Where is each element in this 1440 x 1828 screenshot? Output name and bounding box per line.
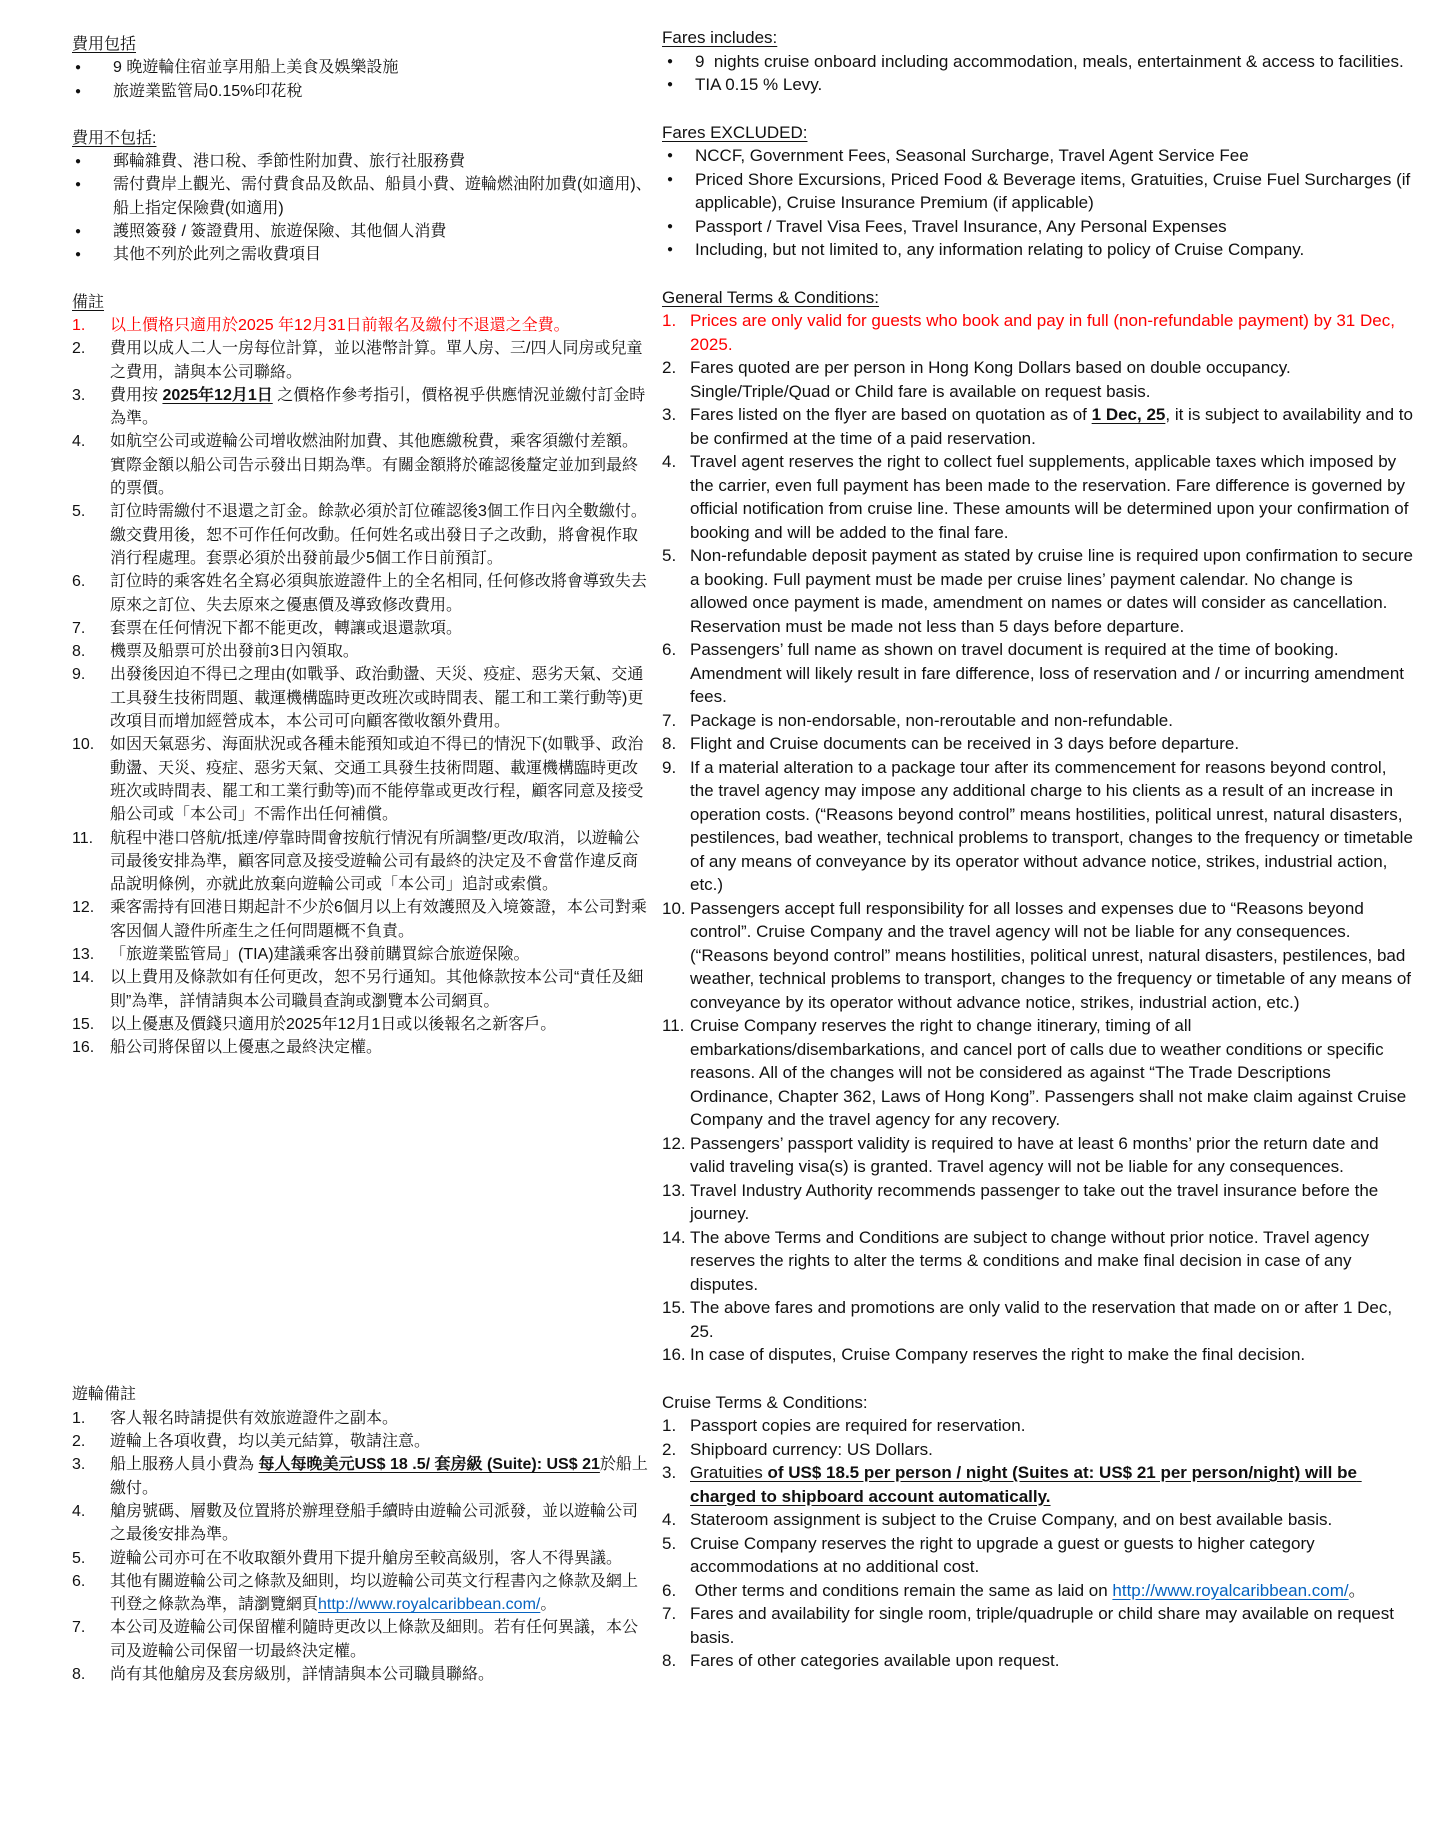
numbered-item xyxy=(662,1602,1414,1649)
bullet-icon: ● xyxy=(75,156,82,168)
text-segment: , it is subject to availability and to be confirmed at the time of a paid reservation. xyxy=(690,405,1418,448)
item-number: 11. xyxy=(662,1016,685,1035)
cruise-notes-list-zh xyxy=(72,1407,652,1687)
bullet-icon: ● xyxy=(667,173,674,185)
bullet-item xyxy=(662,168,1414,215)
text-segment: Prices are only valid for guests who book and pay in full (non-refundable payment) by 31 Dec, 2025. xyxy=(690,311,1400,354)
fares-excluded-section-zh xyxy=(72,127,652,267)
text-segment: 本公司及遊輪公司保留權利隨時更改以上條款及細則。若有任何異議，本公司及遊輪公司保留一切最終決定權。 xyxy=(110,1619,639,1660)
item-number: 16. xyxy=(662,1345,686,1364)
fares-include-list-zh xyxy=(72,56,652,103)
text-segment: Flight and Cruise documents can be received in 3 days before departure. xyxy=(690,734,1240,753)
bullet-icon: ● xyxy=(667,220,674,232)
numbered-item xyxy=(72,617,652,640)
item-text xyxy=(110,943,652,966)
bullet-item xyxy=(72,243,652,266)
item-text xyxy=(690,709,1414,733)
text-segment: 2025年12月1日 xyxy=(162,386,273,404)
item-text xyxy=(113,173,652,220)
item-text xyxy=(110,966,652,1013)
item-number: 3. xyxy=(662,1463,677,1482)
cruise-notes-heading-zh: 遊輪備註 xyxy=(72,1386,137,1404)
item-number: 13. xyxy=(662,1180,686,1200)
item-text xyxy=(110,1663,652,1686)
numbered-item xyxy=(662,1461,1414,1508)
text-segment: The above Terms and Conditions are subject to change without prior notice. Travel agency reserves the rights to alter the terms & conditions and make final decision in case of any disputes. xyxy=(690,1227,1374,1294)
bullet-icon: ● xyxy=(667,79,674,90)
column-whitespace xyxy=(72,1083,652,1383)
text-segment: 如航空公司或遊輪公司增收燃油附加費、其他應繳稅費，乘客須繳付差額。實際金額以船公司告示發出日期為準。有關金額將於確認後釐定並加到最終的票價。 xyxy=(110,433,639,498)
bullet-item xyxy=(72,150,652,173)
numbered-item xyxy=(72,1570,652,1617)
fares-excluded-section-en xyxy=(662,121,1414,262)
text-segment: Passport / Travel Visa Fees, Travel Insurance, Any Personal Expenses xyxy=(695,216,1227,236)
general-terms-heading: General Terms & Conditions: xyxy=(662,287,880,307)
bullet-icon: ● xyxy=(75,85,82,97)
item-number: 2. xyxy=(72,1433,86,1451)
item-text xyxy=(110,1407,652,1430)
text-segment: 其他有關遊輪公司之條款及細則，均以遊輪公司英文行程書內之條款及網上刊登之條款為準，請瀏覽網頁 xyxy=(110,1572,639,1614)
fares-include-section-en xyxy=(662,26,1414,97)
item-number: 4. xyxy=(72,1502,86,1520)
numbered-item xyxy=(72,337,652,384)
bullet-item xyxy=(662,238,1414,262)
item-text xyxy=(690,756,1418,897)
bullet-item xyxy=(72,220,652,243)
item-number: 1. xyxy=(662,1416,677,1435)
text-segment: Fares and availability for single room, triple/quadruple or child share may available on request basis. xyxy=(690,1604,1399,1647)
item-text xyxy=(110,1570,652,1617)
numbered-item xyxy=(662,1343,1414,1367)
item-text xyxy=(690,1414,1414,1438)
item-text xyxy=(695,50,1414,74)
item-text xyxy=(110,896,652,943)
numbered-item xyxy=(72,733,652,826)
text-segment: Travel Industry Authority recommends passenger to take out the travel insurance before the journey. xyxy=(690,1180,1383,1223)
item-text xyxy=(110,1013,652,1036)
bullet-item xyxy=(662,215,1414,239)
item-number: 2. xyxy=(72,340,86,358)
text-segment: Fares listed on the flyer are based on quotation as of xyxy=(690,405,1092,424)
item-number: 7. xyxy=(72,619,86,637)
item-text xyxy=(110,733,652,826)
numbered-item xyxy=(662,1579,1414,1603)
item-number: 4. xyxy=(662,1510,677,1529)
item-number: 9. xyxy=(662,757,677,777)
numbered-item xyxy=(662,1438,1414,1462)
english-column xyxy=(662,0,1418,1697)
text-segment: 遊輪上各項收費，均以美元結算，敬請注意。 xyxy=(110,1433,431,1451)
text-segment: 乘客需持有回港日期起計不少於6個月以上有效護照及入境簽證，本公司對乘客因個人證件所產生之任何問題概不負責。 xyxy=(110,899,647,940)
text-segment: Fares quoted are per person in Hong Kong Dollars based on double occupancy. Single/Triple/Quad or Child fare is available on request basis. xyxy=(690,358,1296,401)
item-number: 11. xyxy=(72,829,94,847)
text-segment: 之價格作參考指引，價格視乎供應情況並繳付訂金時為準。 xyxy=(110,386,646,428)
item-number: 16. xyxy=(72,1039,95,1057)
item-number: 8. xyxy=(72,643,86,661)
numbered-item xyxy=(662,638,1414,709)
item-text xyxy=(690,1461,1414,1508)
text-segment: 船上服務人員小費為 xyxy=(110,1456,259,1474)
item-text xyxy=(110,570,652,617)
item-number: 3. xyxy=(662,405,677,424)
text-segment: 。 xyxy=(1348,1580,1366,1600)
numbered-item xyxy=(72,1663,652,1686)
item-text xyxy=(690,1179,1414,1226)
item-text xyxy=(690,897,1414,1015)
item-number: 8. xyxy=(662,734,677,753)
text-segment: Cruise Company reserves the right to change itinerary, timing of all embarkations/disembarkations, and cancel port of calls due to weather conditions or specific reasons. All of the changes will not be considered as against “The Trade Descriptions Ordinance, Chapter 362, Laws of Hong Kong”. Passengers shall not make claim against Cruise Company and the travel agency for any recovery. xyxy=(690,1016,1412,1129)
numbered-item xyxy=(72,1430,652,1453)
item-text xyxy=(110,617,652,640)
numbered-item xyxy=(72,570,652,617)
item-number: 9. xyxy=(72,666,86,684)
item-text xyxy=(690,1014,1414,1132)
numbered-item xyxy=(662,1414,1414,1438)
item-text xyxy=(690,732,1414,756)
item-number: 5. xyxy=(72,503,86,521)
item-text xyxy=(690,638,1414,709)
item-text xyxy=(110,827,652,897)
item-text xyxy=(690,1132,1414,1179)
numbered-item xyxy=(72,943,652,966)
numbered-item xyxy=(662,709,1414,733)
cruise-terms-heading: Cruise Terms & Conditions: xyxy=(662,1392,868,1412)
bullet-icon: ● xyxy=(667,150,674,161)
item-number: 4. xyxy=(662,452,677,471)
text-segment: Fares of other categories available upon request. xyxy=(690,1651,1060,1670)
fares-excluded-list-zh xyxy=(72,150,652,266)
item-number: 1. xyxy=(72,1409,86,1427)
item-text xyxy=(110,1547,652,1570)
bullet-icon: ● xyxy=(75,179,82,191)
item-text xyxy=(690,356,1414,403)
item-number: 1. xyxy=(662,311,677,330)
item-number: 15. xyxy=(662,1298,686,1317)
item-number: 7. xyxy=(662,710,677,730)
text-segment: 9 晚遊輪住宿並享用船上美食及娛樂設施 xyxy=(113,59,399,77)
text-segment: Shipboard currency: US Dollars. xyxy=(690,1439,933,1459)
numbered-item xyxy=(662,309,1414,356)
item-text xyxy=(695,144,1414,168)
numbered-item xyxy=(662,403,1418,450)
item-text xyxy=(110,314,652,337)
text-segment: 航程中港口啓航/抵達/停靠時間會按航行情況有所調整/更改/取消，以遊輪公司最後安排為準，顧客同意及接受遊輪公司有最終的決定及不會當作違反商品說明條例，亦就此放棄向遊輪公司或「本公司」追討或索償。 xyxy=(110,829,640,894)
item-number: 6. xyxy=(662,640,677,659)
item-number: 8. xyxy=(662,1651,677,1670)
text-segment: Passport copies are required for reservation. xyxy=(690,1416,1026,1435)
text-segment: 艙房號碼、層數及位置將於辦理登船手續時由遊輪公司派發，並以遊輪公司之最後安排為準。 xyxy=(110,1502,639,1544)
item-text xyxy=(113,150,652,173)
numbered-item xyxy=(72,640,652,663)
text-segment: Cruise Company reserves the right to upgrade a guest or guests to higher category accommodations at no additional cost. xyxy=(690,1533,1320,1576)
text-segment: 尚有其他艙房及套房級別，詳情請與本公司職員聯絡。 xyxy=(110,1666,495,1684)
item-text xyxy=(110,1036,652,1059)
item-text xyxy=(690,450,1414,544)
fares-include-section-zh xyxy=(72,33,652,103)
item-text xyxy=(695,215,1414,239)
item-number: 2. xyxy=(662,358,677,377)
external-link[interactable]: http://www.royalcaribbean.com/ xyxy=(1112,1580,1349,1600)
text-segment: 訂位時需繳付不退還之訂金。餘款必須於訂位確認後3個工作日內全數繳付。繳交費用後，恕不可作任何改動。任何姓名或出發日子之改動，將會視作取消行程處理。套票必須於出發前最少5個工作日前預訂。 xyxy=(110,503,647,567)
numbered-item xyxy=(662,897,1414,1015)
item-number: 3. xyxy=(72,1456,86,1474)
bullet-item xyxy=(72,173,652,220)
cruise-terms-section xyxy=(662,1391,1414,1673)
bullet-icon: ● xyxy=(75,62,82,74)
item-text xyxy=(690,1602,1414,1649)
text-segment: 於船上繳付。 xyxy=(110,1456,648,1497)
text-segment: 套票在任何情況下都不能更改，轉讓或退還款項。 xyxy=(110,619,463,637)
item-text xyxy=(695,238,1414,262)
numbered-item xyxy=(72,966,652,1013)
text-segment: 旅遊業監管局0.15%印花稅 xyxy=(113,82,303,100)
text-segment: 郵輪雜費、港口稅、季節性附加費、旅行社服務費 xyxy=(113,153,466,171)
item-number: 5. xyxy=(72,1549,86,1567)
item-number: 6. xyxy=(72,1572,86,1590)
numbered-item xyxy=(662,1226,1414,1297)
text-segment: NCCF, Government Fees, Seasonal Surcharge, Travel Agent Service Fee xyxy=(695,146,1249,165)
numbered-item xyxy=(72,1453,652,1500)
item-text xyxy=(695,73,1414,97)
notes-section-zh xyxy=(72,291,652,1060)
text-segment: 費用以成人二人一房每位計算，並以港幣計算。單人房、三/四人同房或兒童之費用，請與本公司聯絡。 xyxy=(110,340,643,381)
text-segment: 每人每晚美元US$ 18 .5/ 套房級 (Suite): US$ 21 xyxy=(258,1456,600,1474)
text-segment: Non-refundable deposit payment as stated by cruise line is required upon confirmation to secure a booking. Full payment must be made per cruise lines’ payment calendar. No change is allowed once payment is made, amendment on names or dates will consider as cancellation. Reservation must be made not less than 5 days before departure. xyxy=(690,546,1418,636)
numbered-item xyxy=(662,450,1414,544)
numbered-item xyxy=(662,1179,1414,1226)
item-number: 4. xyxy=(72,433,86,451)
text-segment: 以上價格只適用於2025 年12月31日前報名及繳付不退還之全費。 xyxy=(110,316,570,334)
bullet-item xyxy=(72,56,652,79)
item-text xyxy=(110,500,652,570)
item-text xyxy=(110,1430,652,1453)
item-text xyxy=(695,168,1414,215)
text-segment: 護照簽發 / 簽證費用、旅遊保險、其他個人消費 xyxy=(113,223,447,241)
item-text xyxy=(110,663,652,733)
numbered-item xyxy=(72,896,652,943)
numbered-item xyxy=(662,1014,1414,1132)
item-text xyxy=(690,403,1418,450)
item-text xyxy=(690,1649,1414,1673)
item-text xyxy=(690,1438,1414,1462)
numbered-item xyxy=(72,314,652,337)
fares-include-list-en xyxy=(662,50,1414,97)
item-number: 7. xyxy=(662,1604,677,1623)
item-number: 14. xyxy=(72,969,95,987)
numbered-item xyxy=(662,756,1418,897)
text-segment: Priced Shore Excursions, Priced Food & Beverage items, Gratuities, Cruise Fuel Surcharges (if applicable), Cruise Insurance Premium (if applicable) xyxy=(695,169,1415,212)
text-segment: TIA 0.15 % Levy. xyxy=(695,75,823,94)
text-segment: 出發後因迫不得已之理由(如戰爭、政治動盪、天災、疫症、惡劣天氣、交通工具發生技術問題、載運機構臨時更改班次或時間表、罷工和工業行動等)更改項目而增加經營成本，本公司可向顧客徵收額外費用。 xyxy=(110,666,644,731)
text-segment: 客人報名時請提供有效旅遊證件之副本。 xyxy=(110,1409,399,1427)
numbered-item xyxy=(662,1508,1414,1532)
text-segment: Travel agent reserves the right to collect fuel supplements, applicable taxes which imposed by the carrier, even full payment has been made to the reservation. Fare difference is governed by official notification from cruise line. These amounts will be determined upon your confirmation of booking and will be added to the final fare. xyxy=(690,452,1414,542)
fares-include-heading-en: Fares includes: xyxy=(662,28,778,47)
text-segment: Stateroom assignment is subject to the Cruise Company, and on best available basis. xyxy=(690,1510,1333,1529)
item-number: 7. xyxy=(72,1619,86,1637)
notes-list-zh xyxy=(72,314,652,1060)
bullet-icon: ● xyxy=(75,249,82,261)
numbered-item xyxy=(72,1500,652,1547)
bullet-item xyxy=(662,50,1414,74)
text-segment: 9 nights cruise onboard including accommodation, meals, entertainment & access to facilities. xyxy=(695,51,1404,71)
bullet-item xyxy=(662,144,1414,168)
item-number: 2. xyxy=(662,1439,677,1459)
item-number: 13. xyxy=(72,945,95,963)
numbered-item xyxy=(72,384,652,431)
cruise-terms-list xyxy=(662,1414,1414,1673)
bullet-item xyxy=(662,73,1414,97)
text-segment: Passengers’ full name as shown on travel document is required at the time of booking. Amendment will likely result in fare difference, loss of reservation and / or incurring amendment fees. xyxy=(690,640,1409,706)
item-number: 6. xyxy=(662,1580,677,1600)
text-segment: 「旅遊業監管局」(TIA)建議乘客出發前購買綜合旅遊保險。 xyxy=(110,945,530,963)
item-text xyxy=(690,1296,1414,1343)
item-number: 3. xyxy=(72,386,86,404)
numbered-item xyxy=(662,1296,1414,1343)
general-terms-section xyxy=(662,286,1418,1367)
cruise-notes-section-zh xyxy=(72,1383,652,1686)
item-number: 12. xyxy=(662,1133,686,1153)
external-link[interactable]: http://www.royalcaribbean.com/ xyxy=(318,1596,541,1614)
item-number: 5. xyxy=(662,1533,677,1553)
item-text xyxy=(110,1453,652,1500)
item-number: 14. xyxy=(662,1227,686,1247)
text-segment: Package is non-endorsable, non-reroutable and non-refundable. xyxy=(690,710,1173,730)
item-text xyxy=(113,243,652,266)
item-text xyxy=(690,1226,1414,1297)
item-text xyxy=(110,1616,652,1663)
fares-include-heading-zh: 費用包括 xyxy=(72,36,137,53)
text-segment: 如因天氣惡劣、海面狀況或各種未能預知或迫不得已的情況下(如戰爭、政治動盪、天災、疫症、惡劣天氣、交通工具發生技術問題、載運機構臨時更改班次或時間表、罷工和工業行動等)而不能停靠或更改行程，顧客同意及接受船公司或「本公司」不需作出任何補償。 xyxy=(110,736,644,824)
numbered-item xyxy=(72,1547,652,1570)
item-text xyxy=(110,640,652,663)
item-text xyxy=(690,544,1418,638)
numbered-item xyxy=(72,430,652,500)
item-text xyxy=(690,309,1414,356)
text-segment: 其他不列於此列之需收費項目 xyxy=(113,246,322,264)
numbered-item xyxy=(72,663,652,733)
text-segment: 船公司將保留以上優惠之最終決定權。 xyxy=(110,1039,383,1057)
item-number: 1. xyxy=(72,316,86,334)
text-segment: 1 Dec, 25 xyxy=(1091,405,1166,424)
numbered-item xyxy=(72,500,652,570)
text-segment: Passengers accept full responsibility for all losses and expenses due to “Reasons beyond control”. Cruise Company and the travel agency will not be liable for any consequences. (“Reasons beyond control” means hostilities, political unrest, natural disasters, pestilences, bad weather, technical problems to transport, changes to the frequency or timetable of any means of conveyance by its operator without advance notice, strikes, industrial action, etc.) xyxy=(690,898,1416,1012)
item-text xyxy=(110,1500,652,1547)
item-text xyxy=(110,337,652,384)
numbered-item xyxy=(662,1132,1414,1179)
numbered-item xyxy=(662,1649,1414,1673)
item-number: 12. xyxy=(72,899,95,917)
bullet-item xyxy=(72,80,652,103)
item-text xyxy=(690,1532,1414,1579)
text-segment: Other terms and conditions remain the same as laid on xyxy=(690,1580,1113,1600)
bullet-icon: ● xyxy=(75,226,82,238)
numbered-item xyxy=(72,827,652,897)
item-text xyxy=(110,430,652,500)
text-segment: Passengers’ passport validity is required to have at least 6 months’ prior the return date and valid traveling visa(s) is granted. Travel agency will not be liable for any consequences. xyxy=(690,1133,1384,1176)
fares-excluded-heading-zh: 費用不包括: xyxy=(72,129,157,147)
text-segment: 機票及船票可於出發前3日內領取。 xyxy=(110,643,359,661)
text-segment: Including, but not limited to, any information relating to policy of Cruise Company. xyxy=(695,240,1305,259)
item-text xyxy=(690,1579,1414,1603)
item-number: 5. xyxy=(662,546,677,565)
text-segment: 。 xyxy=(540,1596,557,1614)
bullet-icon: ● xyxy=(667,55,674,67)
text-segment: 需付費岸上觀光、需付費食品及飲品、船員小費、遊輪燃油附加費(如適用)、船上指定保險費(如適用) xyxy=(113,176,652,217)
item-text xyxy=(113,56,652,79)
item-number: 8. xyxy=(72,1666,86,1684)
text-segment: Gratuities xyxy=(690,1463,768,1482)
numbered-item xyxy=(662,544,1418,638)
numbered-item xyxy=(72,1013,652,1036)
text-segment: 費用按 xyxy=(110,386,163,404)
item-number: 6. xyxy=(72,573,86,591)
text-segment: 遊輪公司亦可在不收取額外費用下提升艙房至較高級別，客人不得異議。 xyxy=(110,1549,623,1567)
item-text xyxy=(113,80,652,103)
general-terms-list xyxy=(662,309,1418,1367)
item-text xyxy=(113,220,652,243)
text-segment: of US$ 18.5 per person / night (Suites at: US$ 21 per person/night) will be charged to shipboard account automatically. xyxy=(690,1463,1362,1506)
fares-excluded-heading-en: Fares EXCLUDED: xyxy=(662,122,808,142)
text-segment: 訂位時的乘客姓名全寫必須與旅遊證件上的全名相同, 任何修改將會導致失去原來之訂位、失去原來之優惠價及導致修改費用。 xyxy=(110,573,647,614)
notes-heading-zh: 備註 xyxy=(72,293,105,311)
text-segment: 以上費用及條款如有任何更改，恕不另行通知。其他條款按本公司“責任及細則”為準，詳情請與本公司職員查詢或瀏覽本公司網頁。 xyxy=(110,969,644,1010)
bullet-icon: ● xyxy=(667,244,674,255)
numbered-item xyxy=(662,356,1414,403)
numbered-item xyxy=(662,732,1414,756)
numbered-item xyxy=(72,1036,652,1059)
item-number: 10. xyxy=(662,898,686,918)
numbered-item xyxy=(662,1532,1414,1579)
item-number: 15. xyxy=(72,1015,95,1033)
text-segment: In case of disputes, Cruise Company reserves the right to make the final decision. xyxy=(690,1345,1306,1364)
numbered-item xyxy=(72,1407,652,1430)
item-text xyxy=(690,1508,1414,1532)
text-segment: 以上優惠及價錢只適用於2025年12月1日或以後報名之新客戶。 xyxy=(110,1015,557,1033)
item-number: 10. xyxy=(72,736,95,754)
item-text xyxy=(110,384,652,431)
text-segment: The above fares and promotions are only valid to the reservation that made on or after 1 Dec, 25. xyxy=(690,1298,1397,1341)
fares-excluded-list-en xyxy=(662,144,1414,262)
item-text xyxy=(690,1343,1414,1367)
text-segment: If a material alteration to a package tour after its commencement for reasons beyond control, the travel agency may impose any additional charge to his clients as a result of an increase in operation costs. (“Reasons beyond control” means hostilities, political unrest, natural disasters, pestilences, bad weather, technical problems to transport, changes to the frequency or timetable of any means of conveyance by its operator without advance notice, strikes, industrial action, etc.) xyxy=(690,757,1418,894)
chinese-column xyxy=(72,0,652,1710)
numbered-item xyxy=(72,1616,652,1663)
